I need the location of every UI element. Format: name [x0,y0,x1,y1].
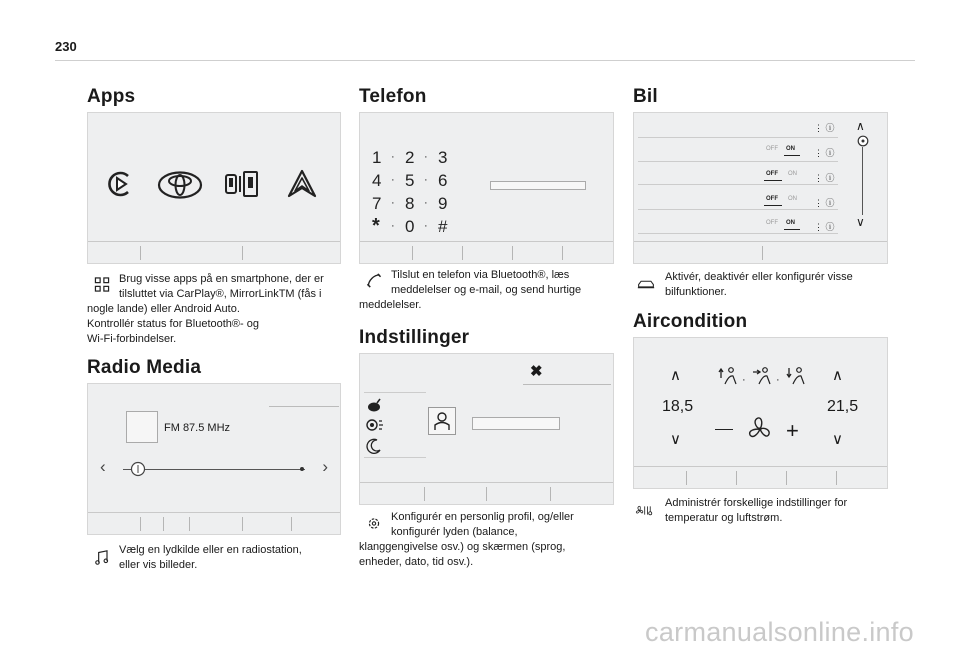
keypad-key[interactable]: 4 [372,171,382,190]
keypad-key[interactable]: 7 [372,194,382,213]
toggle-switch[interactable] [764,146,804,156]
toggle-off-label: OFF [766,220,778,226]
desc-line: enheder, dato, tid osv.). [359,556,474,568]
tab-divider [786,471,787,485]
profile-name-field[interactable] [472,417,560,430]
apps-grid-icon [93,277,111,292]
keypad-key[interactable]: 9 [438,194,448,213]
desc-line: tilsluttet via CarPlay®, MirrorLinkTM (fås i [119,288,322,300]
desc-line: klanggengivelse osv.) og skærmen (sprog, [359,541,566,553]
fan-increase-icon[interactable]: + [786,418,799,443]
music-note-icon [93,550,111,565]
bil-description [633,270,895,300]
desc-line: Brug visse apps på en smartphone, der er [119,273,324,285]
close-icon[interactable]: ✖ [530,363,543,380]
tab-divider [242,517,243,531]
bil-row-line [638,184,838,185]
toggle-on-label: ON [788,171,797,177]
desc-line: meddelelser. [359,299,422,311]
keypad-sep: · [391,151,395,163]
station-artwork[interactable] [126,411,158,443]
tab-divider [486,487,487,501]
tab-divider [736,471,737,485]
car-icon [637,277,655,292]
apps-screen [87,112,341,264]
telefon-description [359,268,621,313]
keypad-key[interactable]: 1 [372,148,382,167]
top-rule [55,60,915,61]
android-auto-icon[interactable] [287,169,317,199]
indstillinger-description [359,510,621,570]
scroll-up-icon[interactable]: ∧ [856,119,865,133]
desc-line: Wi-Fi-forbindelser. [87,333,177,345]
desc-line: nogle lande) eller Android Auto. [87,303,240,315]
number-display-field[interactable] [490,181,586,190]
desc-line: meddelelser og e-mail, og send hurtige [391,284,582,296]
temp-right-value: 21,5 [827,398,859,415]
temp-left-down-icon[interactable]: ∨ [670,431,681,448]
climate-control-icon [635,503,653,518]
bil-row-line [638,161,838,162]
toggle-off-label: OFF [766,171,778,177]
apps-title: Apps [87,86,136,107]
aircondition-description [633,496,895,526]
airflow-feet-icon[interactable] [785,366,807,386]
desc-line: Konfigurér en personlig profil, og/eller [391,511,574,523]
aircondition-screen [633,337,888,489]
tab-divider [291,517,292,531]
bil-title: Bil [633,86,658,107]
tab-divider [189,517,190,531]
toggle-on-label: ON [786,220,795,226]
keypad-sep: · [424,151,428,163]
bil-screen [633,112,888,264]
tuning-slider[interactable] [123,469,305,470]
toggle-underline [764,205,782,206]
fan-speed-icon[interactable] [747,416,773,442]
tab-divider [462,246,463,260]
radio-screen [87,383,341,535]
tuning-handle-icon[interactable] [130,461,146,477]
temp-left-value: 18,5 [662,398,694,415]
toggle-on-label: ON [786,146,795,152]
desc-line: Administrér forskellige indstillinger for [665,497,848,509]
keypad-sep: · [391,197,395,209]
desc-line: Tilslut en telefon via Bluetooth®, læs [391,269,570,281]
station-label: FM 87.5 MHz [164,422,231,434]
airflow-body-icon[interactable] [751,366,773,386]
settings-divider [364,392,426,393]
tab-divider [140,246,141,260]
sound-tone-icon[interactable] [366,398,382,412]
watermark-text: carmanualsonline.info [645,617,914,647]
desc-line: bilfunktioner. [665,286,727,298]
desc-line: Kontrollér status for Bluetooth®- og [87,318,259,330]
keypad-key[interactable]: 8 [405,194,415,213]
radio-tabbar [88,512,340,513]
keypad-key[interactable]: 2 [405,148,415,167]
page-number: 230 [55,39,77,54]
slider-end-dot [300,467,304,471]
keypad-sep: · [391,174,395,186]
aircondition-title: Aircondition [633,311,748,332]
apps-tabbar [88,241,340,242]
desc-line: Vælg en lydkilde eller en radiostation, [119,544,302,556]
info-icon[interactable]: ⋮ ⓘ [814,198,835,208]
carplay-icon[interactable] [106,170,134,198]
toggle-underline [764,180,782,181]
bil-tabbar [634,241,887,242]
aircondition-tabbar [634,466,887,467]
night-mode-moon-icon[interactable] [366,438,382,454]
telefon-screen [359,112,614,264]
keypad-key[interactable]: * [372,215,380,237]
tab-divider [512,246,513,260]
tab-divider [836,471,837,485]
desc-line: konfigurér lyden (balance, [391,526,518,538]
profile-button[interactable] [428,407,456,435]
bil-row-line [638,137,838,138]
toggle-underline [784,155,800,156]
airflow-sep: · [742,374,746,386]
keypad-sep: · [424,220,428,232]
tab-divider [562,246,563,260]
telefon-title: Telefon [359,86,427,107]
toggle-on-label: ON [788,196,797,202]
prev-arrow-icon[interactable]: ‹ [100,457,106,476]
radio-description [87,543,347,573]
desc-line: Aktivér, deaktivér eller konfigurér visse [665,271,853,283]
tab-divider [762,246,763,260]
toggle-underline [784,229,800,230]
info-icon[interactable]: ⋮ ⓘ [814,222,835,232]
apps-description [87,272,347,347]
keypad-sep: · [424,174,428,186]
user-profile-icon [433,411,451,431]
scroll-down-icon[interactable]: ∨ [856,215,865,229]
temp-right-down-icon[interactable]: ∨ [832,431,843,448]
temp-left-up-icon[interactable]: ∧ [670,367,681,384]
tab-divider [550,487,551,501]
tab-divider [424,487,425,501]
next-arrow-icon[interactable]: › [322,457,328,476]
mirrorlink-icon[interactable] [225,171,259,197]
toggle-switch[interactable] [764,220,804,230]
keypad-sep: · [391,220,395,232]
bil-row-line [638,233,838,234]
keypad-sep: · [424,197,428,209]
tab-divider [412,246,413,260]
tab-divider [163,517,164,531]
keypad-key[interactable]: 5 [405,171,415,190]
keypad-key[interactable]: 0 [405,217,415,236]
toggle-switch[interactable] [764,171,804,181]
bil-row-line [638,209,838,210]
tab-divider [686,471,687,485]
info-icon[interactable]: ⋮ ⓘ [814,148,835,158]
info-icon[interactable]: ⋮ ⓘ [814,173,835,183]
radio-title: Radio Media [87,357,202,378]
desc-line: temperatur og luftstrøm. [665,512,783,524]
toggle-off-label: OFF [766,196,778,202]
toyota-logo-icon[interactable] [157,171,203,199]
tab-divider [140,517,141,531]
radio-frame-line [269,406,339,407]
keypad-key[interactable]: 6 [438,171,448,190]
settings-gear-icon [365,516,383,531]
keypad-key[interactable]: 3 [438,148,448,167]
indstillinger-title: Indstillinger [359,327,470,348]
telefon-tabbar [360,241,613,242]
temp-right-up-icon[interactable]: ∧ [832,367,843,384]
toggle-switch[interactable] [764,196,804,206]
display-settings-icon[interactable] [365,417,385,433]
info-icon[interactable]: ⋮ ⓘ [814,123,835,133]
keypad-key[interactable]: # [438,217,448,236]
scrollbar-track[interactable] [862,147,863,215]
indstillinger-tabbar [360,482,613,483]
scroll-thumb-icon[interactable] [857,135,869,147]
desc-line: eller vis billeder. [119,559,198,571]
toggle-off-label: OFF [766,146,778,152]
tab-divider [242,246,243,260]
airflow-face-icon[interactable] [717,366,739,386]
phone-handset-icon [365,273,383,288]
settings-divider [364,457,426,458]
settings-divider [523,384,611,385]
fan-decrease-icon[interactable] [715,429,733,430]
airflow-sep: · [776,374,780,386]
indstillinger-screen [359,353,614,505]
